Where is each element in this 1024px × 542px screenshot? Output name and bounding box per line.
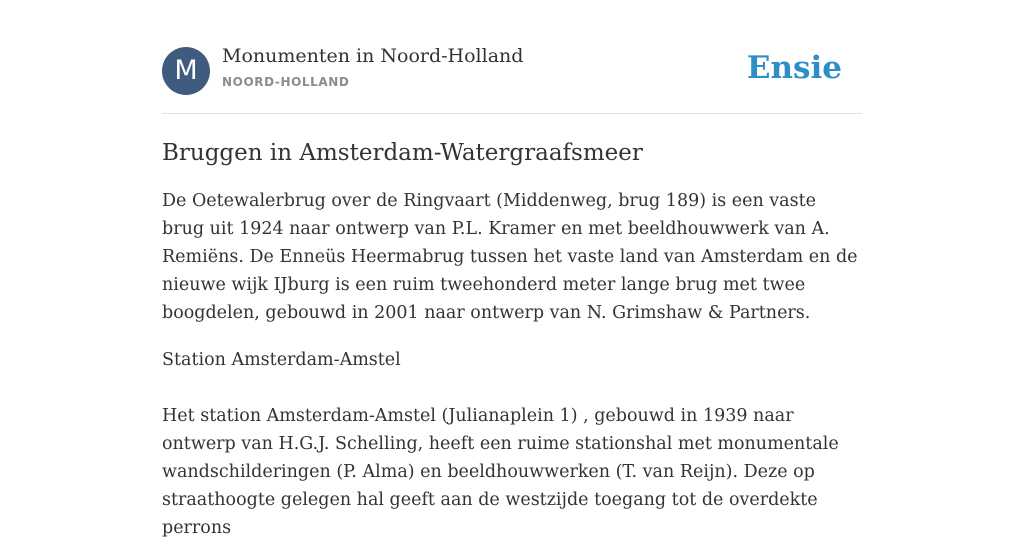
article-paragraph-2: Het station Amsterdam-Amstel (Julianaplein 1) , gebouwd in 1939 naar ontwerp van H.G.J. Schelling, heeft een ruime stationshal met monumentale wandschilderingen (P. Alma) en beeldhouwwerken (T. van Reijn). Deze op straathoogte gelegen hal geeft aan de westzijde toegang tot de overdekte perrons: [162, 406, 839, 538]
site-avatar[interactable]: M: [162, 47, 210, 95]
article-page: [162, 0, 862, 538]
site-header: [162, 0, 862, 114]
site-subtitle[interactable]: NOORD-HOLLAND: [222, 75, 350, 89]
site-title[interactable]: Monumenten in Noord-Holland: [222, 45, 524, 67]
article-paragraph-1: De Oetewalerbrug over de Ringvaart (Middenweg, brug 189) is een vaste brug uit 1924 naar ontwerp van P.L. Kramer en met beeldhouwwerk van A. Remiëns. De Enneüs Heermabrug tussen het vaste land van Amsterdam en de nieuwe wijk IJburg is een ruim tweehonderd meter lange brug met twee boogdelen, gebouwd in 2001 naar ontwerp van N. Grimshaw & Partners.: [162, 191, 858, 323]
article-title: Bruggen in Amsterdam-Watergraafsmeer: [162, 140, 643, 166]
article-subheading: Station Amsterdam-Amstel: [162, 350, 401, 370]
ensie-logo[interactable]: Ensie: [746, 50, 842, 86]
